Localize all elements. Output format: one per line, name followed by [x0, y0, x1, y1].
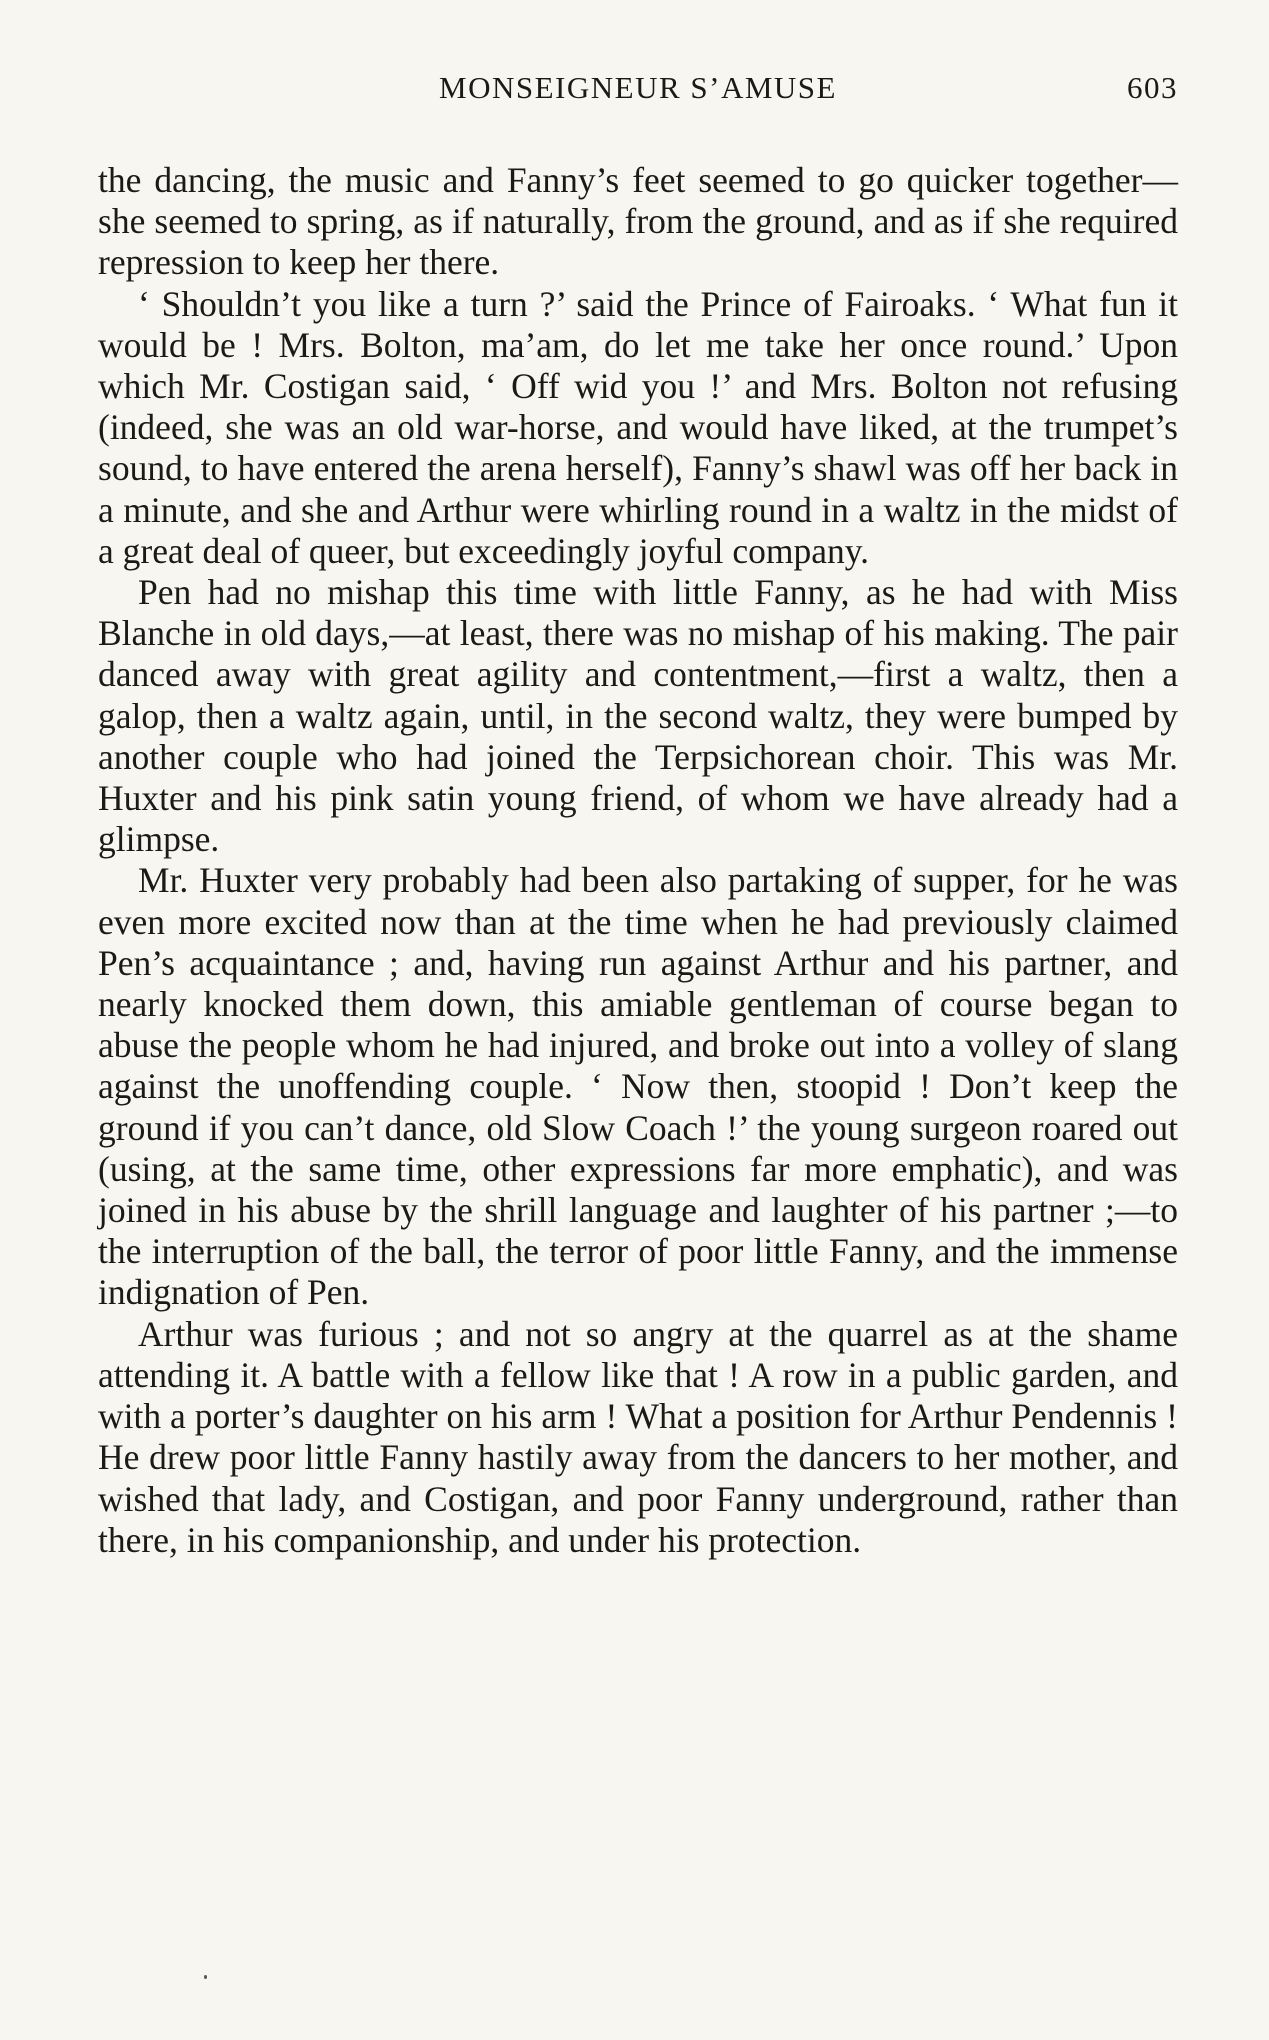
paragraph-5: Arthur was furious ; and not so angry at the quarrel as at the shame attending it. A battle with a fellow like that ! A row in a public garden, and with a porter’s daughter on his arm ! What a position for Arthur Pendennis ! He drew poor little Fanny hastily away from the dancers to her mother, and wished that lady, and Costigan, and poor Fanny underground, rather than there, in his companionship, and under his protection.: [98, 1313, 1178, 1560]
running-title: MONSEIGNEUR S’AMUSE: [439, 70, 837, 105]
body-text: [98, 160, 1178, 1561]
paragraph-2: ‘ Shouldn’t you like a turn ?’ said the Prince of Fairoaks. ‘ What fun it would be ! Mrs. Bolton, ma’am, do let me take her once round.’ Upon which Mr. Costigan said, ‘ Off wid you !’ and Mrs. Bolton not refusing (indeed, she was an old war-horse, and would have liked, at the trumpet’s sound, to have entered the arena herself), Fanny’s shawl was off her back in a minute, and she and Arthur were whirling round in a waltz in the midst of a great deal of queer, but exceedingly joyful company.: [98, 283, 1178, 571]
paragraph-3: Pen had no mishap this time with little Fanny, as he had with Miss Blanche in old days,—at least, there was no mishap of his making. The pair danced away with great agility and contentment,—first a waltz, then a galop, then a waltz again, until, in the second waltz, they were bumped by another couple who had joined the Terpsichorean choir. This was Mr. Huxter and his pink satin young friend, of whom we have already had a glimpse.: [98, 572, 1178, 860]
page-number: 603: [1127, 70, 1178, 105]
page-header: [98, 70, 1178, 114]
paragraph-1: the dancing, the music and Fanny’s feet seemed to go quicker together—she seemed to spring, as if naturally, from the ground, and as if she required repression to keep her there.: [98, 160, 1178, 283]
paragraph-4: Mr. Huxter very probably had been also partaking of supper, for he was even more excited now than at the time when he had previously claimed Pen’s acquaintance ; and, having run against Arthur and his partner, and nearly knocked them down, this amiable gentleman of course began to abuse the people whom he had injured, and broke out into a volley of slang against the unoffending couple. ‘ Now then, stoopid ! Don’t keep the ground if you can’t dance, old Slow Coach !’ the young surgeon roared out (using, at the same time, other expressions far more emphatic), and was joined in his abuse by the shrill language and laughter of his partner ;—to the interruption of the ball, the terror of poor little Fanny, and the immense indignation of Pen.: [98, 860, 1178, 1313]
print-speck: [204, 1975, 207, 1979]
book-page: [98, 70, 1178, 1561]
